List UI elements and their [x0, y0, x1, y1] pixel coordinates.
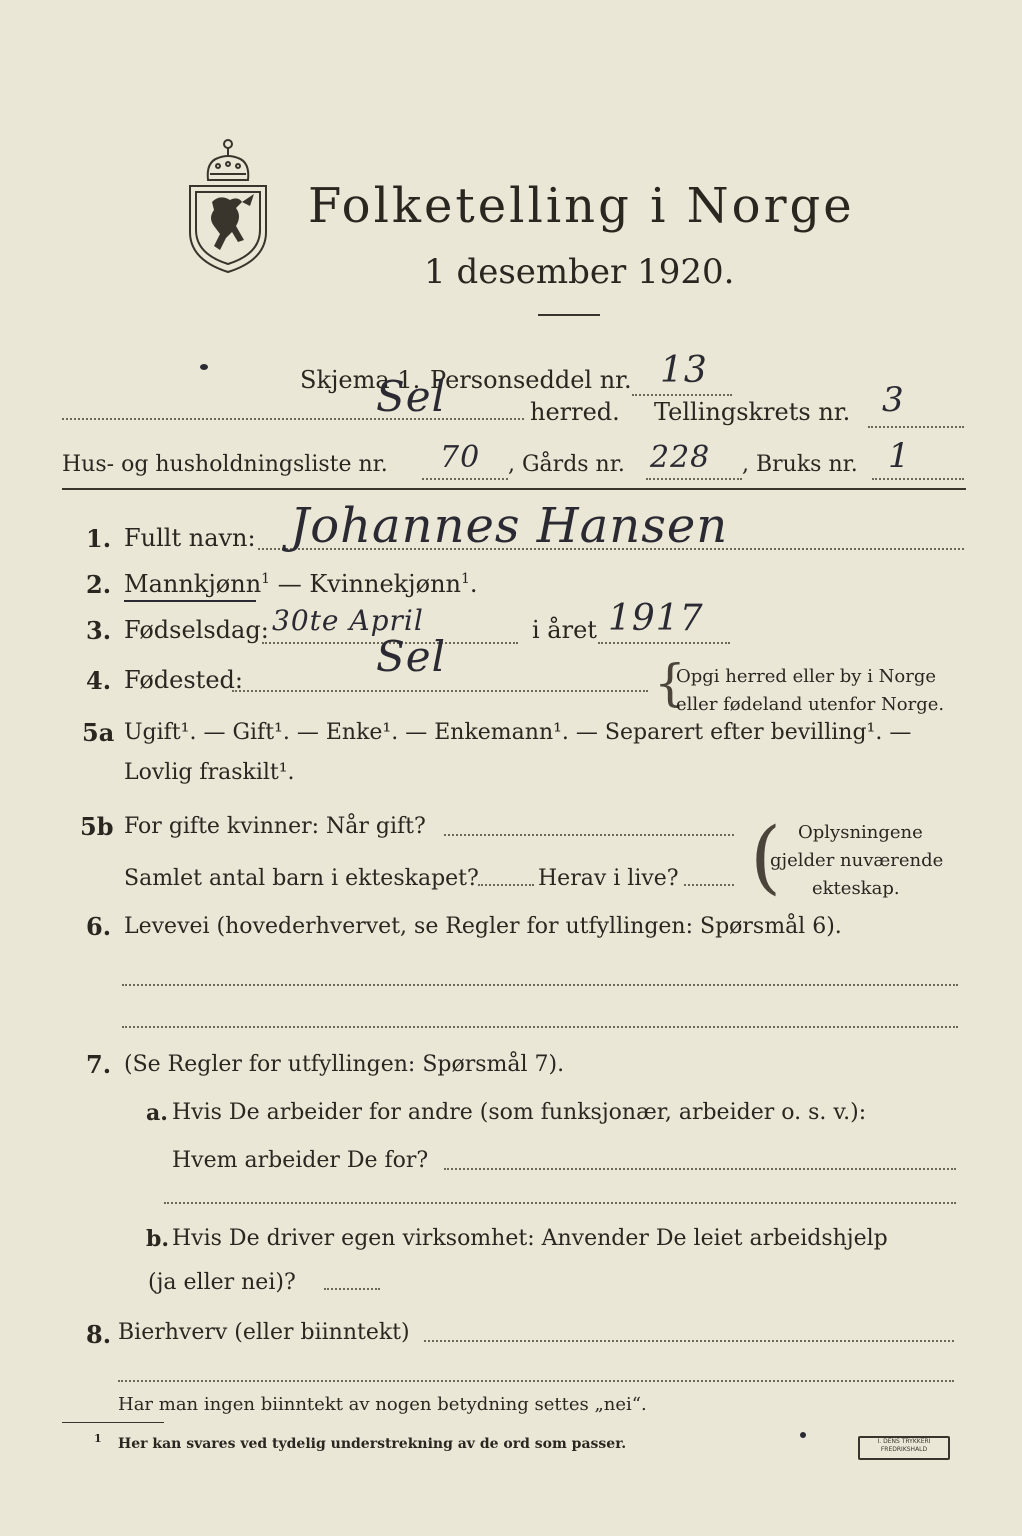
hus-line [422, 478, 508, 480]
header-divider [62, 488, 966, 490]
q7b-letter: b. [146, 1226, 170, 1252]
gards-value: 228 [650, 440, 711, 475]
q7a-label-2: Hvem arbeider De for? [172, 1148, 429, 1173]
bruks-label: , Bruks nr. [742, 452, 858, 477]
q4-line [232, 690, 648, 692]
skjema-label: Skjema 1. [300, 366, 421, 394]
q7a-label: Hvis De arbeider for andre (som funksjonær, arbeider o. s. v.): [172, 1100, 867, 1125]
personseddel-label: Personseddel nr. [430, 366, 632, 394]
q6-label: Levevei (hovederhvervet, se Regler for utfyllingen: Spørsmål 6). [124, 914, 842, 939]
coat-of-arms-icon [186, 136, 270, 276]
q2-dash: — [277, 570, 302, 598]
q6-line-1 [122, 984, 958, 986]
footnote-mark: 1 [94, 1432, 102, 1445]
q5b-note-1: Oplysningene [798, 822, 923, 843]
gards-label: , Gårds nr. [508, 452, 625, 477]
q5a-options: Ugift¹. — Gift¹. — Enke¹. — Enkemann¹. — Separert efter bevilling¹. — [124, 720, 912, 745]
printer-stamp-line1: I. DENS TRYKKERI [877, 1438, 931, 1445]
q5b-married-line [444, 834, 734, 836]
herred-value: Sel [376, 372, 447, 421]
printer-stamp [858, 1436, 950, 1460]
personseddel-line [632, 394, 732, 396]
q5a-number: 5a [82, 718, 115, 747]
q1-value: Johannes Hansen [290, 498, 729, 554]
tellingskrets-value: 3 [882, 380, 905, 420]
q5b-brace: ( [750, 810, 782, 903]
q1-number: 1. [86, 524, 112, 553]
q8-line-1 [424, 1340, 954, 1342]
q4-note-1: Opgi herred eller by i Norge [676, 666, 937, 687]
bruks-value: 1 [888, 436, 911, 476]
tellingskrets-label: Tellingskrets nr. [654, 398, 851, 426]
form-title: Folketelling i Norge [308, 178, 855, 234]
footnote-divider [62, 1422, 164, 1423]
footnote-text: Her kan svares ved tydelig understrekning av de ord som passer. [118, 1436, 627, 1452]
q7a-letter: a. [146, 1100, 168, 1126]
q3-year-line [598, 642, 730, 644]
q3-label: Fødselsdag: [124, 616, 269, 644]
q5b-alive-line [684, 884, 734, 886]
q7b-line [324, 1288, 380, 1290]
q3-number: 3. [86, 616, 112, 645]
census-date: 1 desember 1920. [424, 252, 735, 292]
q5b-children-line [478, 884, 534, 886]
herred-line [62, 418, 524, 420]
q2-options [124, 570, 478, 598]
q5a-options-2: Lovlig fraskilt¹. [124, 760, 295, 785]
q6-number: 6. [86, 912, 112, 941]
q3-value: 30te April [272, 604, 424, 637]
q7b-label: Hvis De driver egen virksomhet: Anvender De leiet arbeidshjelp [172, 1226, 888, 1251]
q3-year-label: i året [532, 616, 597, 644]
personseddel-value: 13 [660, 350, 708, 391]
q4-number: 4. [86, 666, 112, 695]
tellingskrets-line [868, 426, 964, 428]
q7b-label-2: (ja eller nei)? [148, 1270, 296, 1295]
q5b-children-label: Samlet antal barn i ekteskapet? [124, 866, 479, 891]
title-divider [538, 314, 600, 316]
q2-sup-female: 1 [461, 571, 470, 587]
q5b-note-2: gjelder nuværende [770, 850, 944, 871]
q4-label: Fødested: [124, 666, 243, 694]
ink-dot [200, 364, 208, 370]
q8-line-2 [118, 1380, 954, 1382]
q8-number: 8. [86, 1320, 112, 1349]
q2-end: . [469, 570, 478, 598]
ink-dot-2 [800, 1432, 806, 1438]
q7-label: (Se Regler for utfyllingen: Spørsmål 7). [124, 1052, 565, 1077]
herred-label: herred. [530, 398, 620, 426]
q4-brace: { [654, 654, 686, 712]
q2-male-underline [124, 600, 256, 602]
q7a-line-1 [444, 1168, 956, 1170]
q2-female: Kvinnekjønn [309, 570, 461, 598]
q2-sup-male: 1 [261, 571, 271, 587]
printer-stamp-line2: FREDRIKSHALD [880, 1446, 928, 1453]
q5b-label: For gifte kvinner: Når gift? [124, 814, 426, 839]
q5b-alive-label: Herav i live? [538, 866, 679, 891]
q5b-number: 5b [80, 812, 114, 841]
q7a-line-2 [164, 1202, 956, 1204]
q4-note-2: eller fødeland utenfor Norge. [676, 694, 945, 715]
q5b-note-3: ekteskap. [812, 878, 900, 899]
q2-number: 2. [86, 570, 112, 599]
hus-label: Hus- og husholdningsliste nr. [62, 452, 388, 477]
q8-label: Bierhverv (eller biinntekt) [118, 1320, 410, 1345]
q6-line-2 [122, 1026, 958, 1028]
gards-line [646, 478, 742, 480]
hus-value: 70 [440, 440, 481, 475]
q1-label: Fullt navn: [124, 524, 256, 552]
q2-male: Mannkjønn [124, 570, 262, 598]
q4-value: Sel [376, 632, 447, 681]
q3-year-value: 1917 [608, 598, 704, 639]
q8-note: Har man ingen biinntekt av nogen betydning settes „nei“. [118, 1394, 647, 1415]
q7-number: 7. [86, 1050, 112, 1079]
bruks-line [872, 478, 964, 480]
